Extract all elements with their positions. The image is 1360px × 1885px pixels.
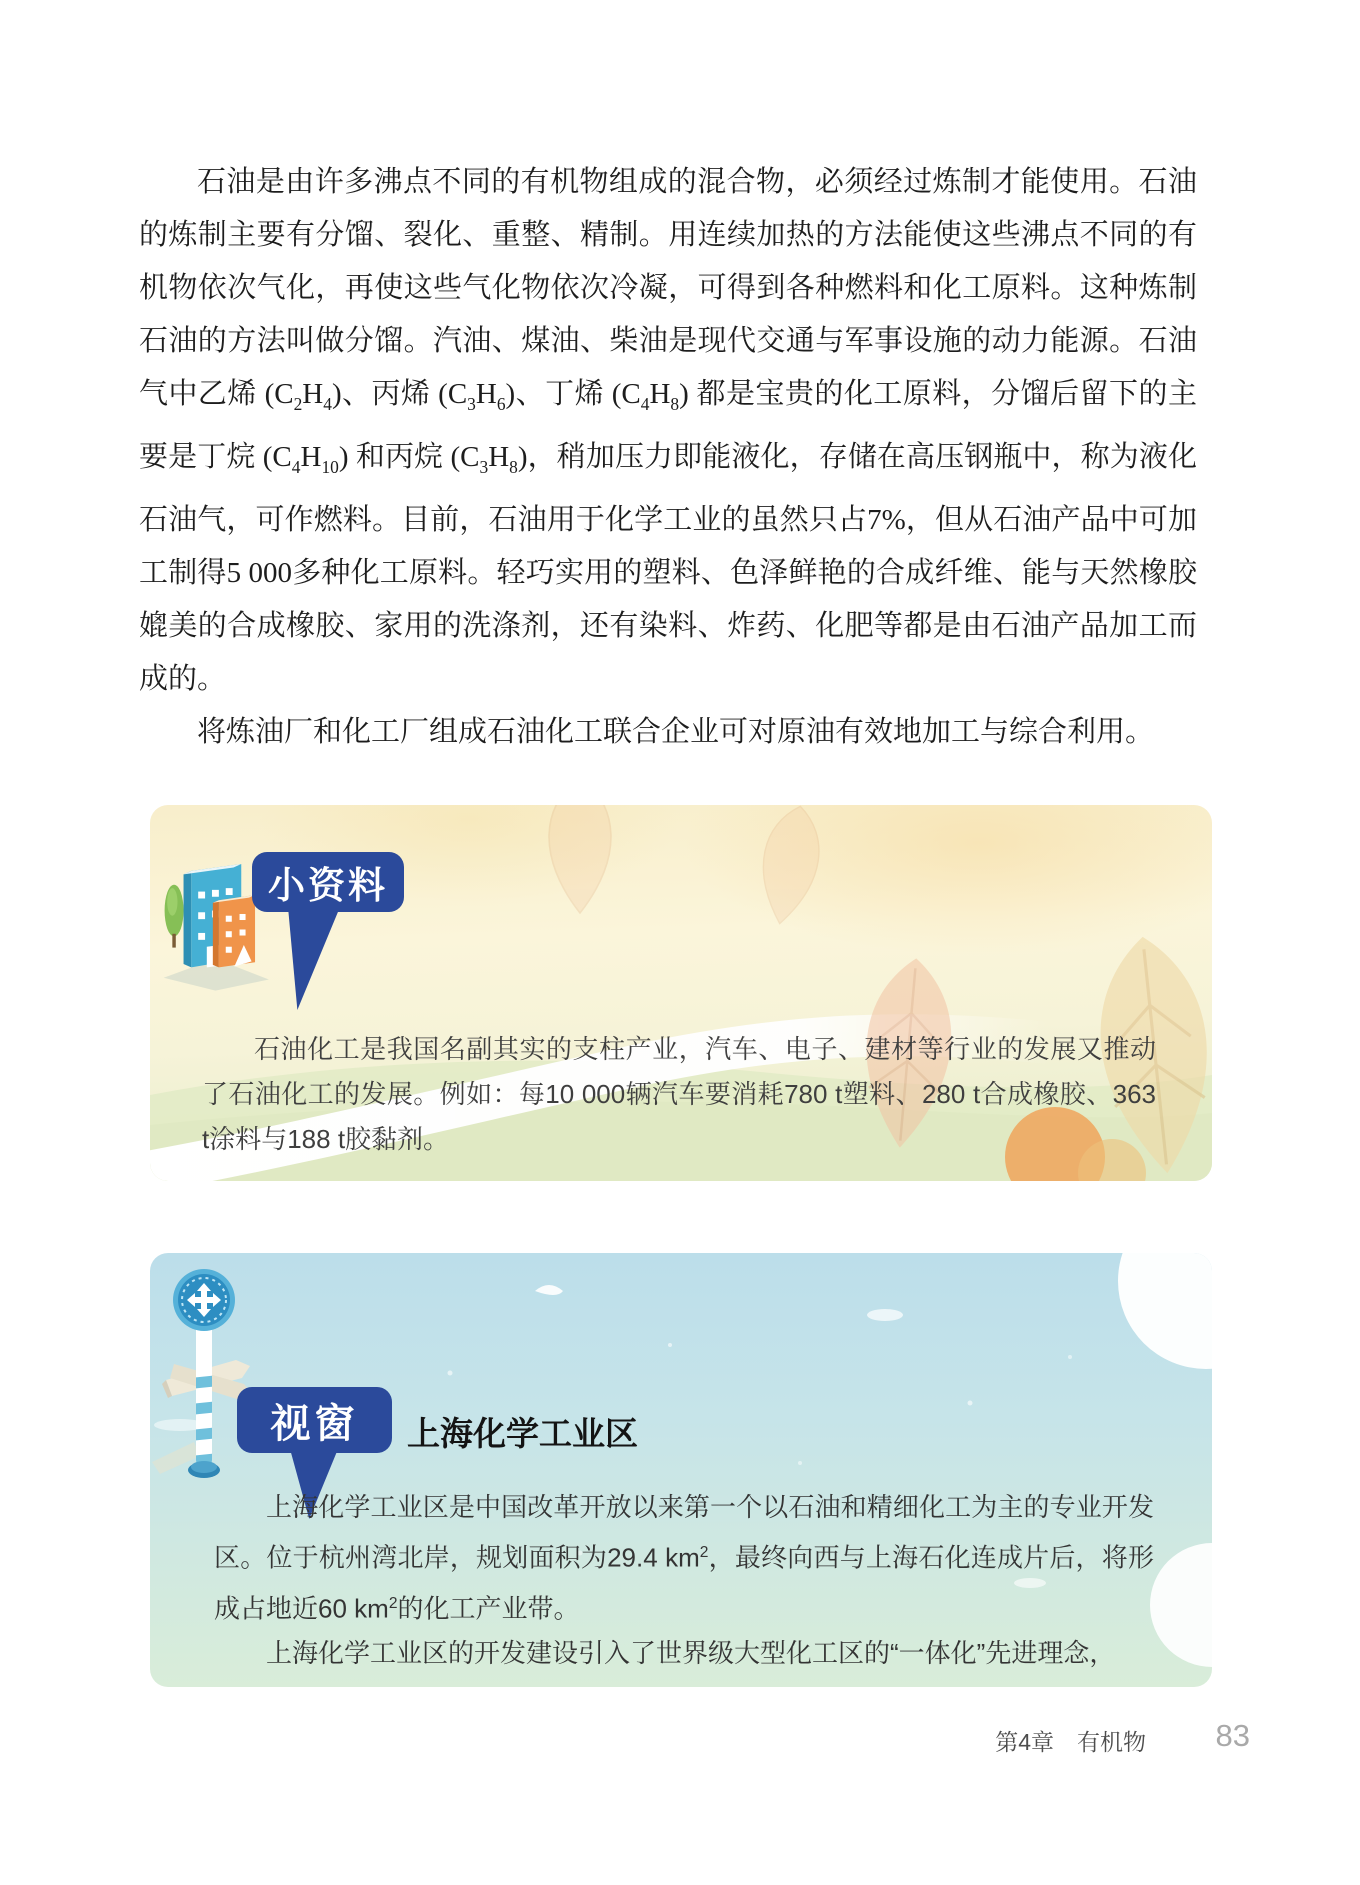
compass-sign-icon (173, 1269, 235, 1331)
signpost-icon (152, 1262, 262, 1498)
main-text-block (139, 156, 1197, 759)
paragraph-petrochemical-enterprise: 将炼油厂和化工厂组成石油化工联合企业可对原油有效地加工与综合利用。 (197, 715, 1155, 748)
orange-book-building (213, 895, 255, 967)
info-box-badge (252, 852, 404, 912)
window-paragraph-concept: 上海化学工业区的开发建设引入了世界级大型化工区的“一体化”先进理念， (266, 1638, 1116, 1669)
paragraph-petroleum-refining: 石油是由许多沸点不同的有机物组成的混合物，必须经过炼制才能使用。石油的炼制主要有分馏、裂化、重整、精制。用连续加热的方法能使这些沸点不同的有机物依次气化，再使这些气化物依次冷凝，可得到各种燃料和化工原料。这种炼制石油的方法叫做分馏。汽油、煤油、柴油是现代交通与军事设施的动力能源。石油气中乙烯 $(C_2H_4)$、丙烯 $(C_3H_6)$、丁烯 $(C_4H_8)$ 都是宝贵的化工原料，分馏后留下的主要是丁烷 $(C_4H_{10})$ 和丙烷 $(C_3H_8)$，稍加压力即能液化，存储在高压钢瓶中，称为液化石油气，可作燃料。目前，石油用于化学工业的虽然只占7%，但从石油产品中可加工制得5 000多种化工原料。轻巧实用的塑料、色泽鲜艳的合成纤维、能与天然橡胶媲美的合成橡胶、家用的洗涤剂，还有染料、炸药、化肥等都是由石油产品加工而成的。 (139, 166, 1197, 695)
chapter-label: 第4章 有机物 (995, 1729, 1146, 1755)
page-number: 83 (1215, 1718, 1250, 1753)
info-box-small-data (150, 805, 1212, 1181)
window-box-badge-label: 视窗 (270, 1401, 359, 1446)
window-box-title: 上海化学工业区 (407, 1415, 638, 1452)
window-paragraph-intro: 上海化学工业区是中国改革开放以来第一个以石油和精细化工为主的专业开发区。位于杭州湾北岸，规划面积为29.4 $km^2$，最终向西与上海石化连成片后，将形成占地近60 $km^2$的化工产业带。 (214, 1492, 1154, 1624)
window-box-text (214, 1485, 1154, 1676)
window-box-shanghai (150, 1253, 1212, 1687)
window-box-badge (237, 1387, 392, 1453)
info-box-text: 石油化工是我国名副其实的支柱产业，汽车、电子、建材等行业的发展又推动了石油化工的发展。例如：每10 000辆汽车要消耗780 t塑料、280 t合成橡胶、363 t涂料与188 t胶黏剂。 (202, 1034, 1156, 1154)
page-footer (0, 1718, 1360, 1758)
info-box-badge-label: 小资料 (268, 865, 388, 906)
tree-icon (165, 885, 184, 948)
